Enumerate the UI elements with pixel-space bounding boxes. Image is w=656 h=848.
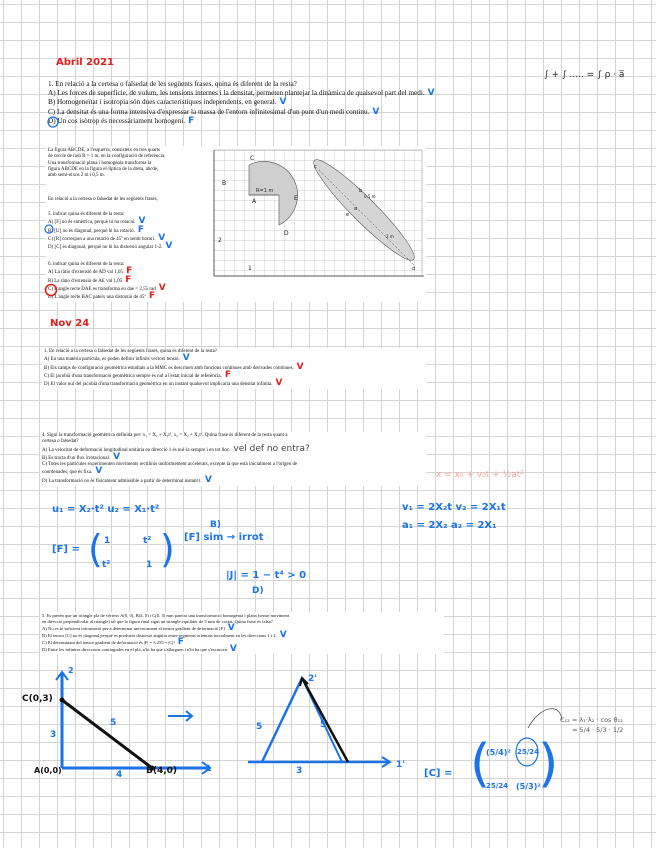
- F-matrix-21: t²: [102, 560, 111, 570]
- c12-note-2: = 5/4 · 5/3 · 1/2: [572, 726, 624, 734]
- q1-mark-c: V: [372, 106, 380, 117]
- label-eq-axis-y: 2': [308, 674, 318, 684]
- s2-q5-stem: 5. Es pretén que un triangle pla de vèrtexs A(0, 0), B(4, 0) i C(0, 3) mm pateixi una transformació homogènia i plana (sense moviment: [42, 613, 290, 618]
- label-d: d: [412, 266, 416, 272]
- label-C-point: C(0,3): [22, 694, 53, 704]
- label-E: E: [294, 195, 298, 202]
- q5-fig-option: B) [U] no és diagonal, perquè hi ha rotació.: [48, 228, 135, 234]
- label-radius: R=1 m: [256, 188, 274, 194]
- label-major-axis: 2 m: [386, 234, 394, 239]
- s2-q5-mark: V: [229, 644, 237, 654]
- s2-q5-option: D) Entre les infinites direccions contingudes en el pla, n'hi ha que s'allarguen i n'hi ha que s'escurcen: [42, 647, 227, 652]
- label-a: a: [354, 206, 358, 212]
- s2-q5-stem: en direcció perpendicular al triangle) tal que la figura final sigui un triangle equilàter de 5 mm de costat. Quina frase és falsa?: [42, 619, 273, 624]
- q6-fig-stem: 6. indicar quina és diferent de la resta:: [48, 262, 125, 267]
- q5-fig-mark: V: [138, 216, 146, 227]
- F-matrix-22: 1: [146, 560, 153, 570]
- F-matrix-12: t²: [143, 536, 152, 546]
- s2-q4-option: B) Es tracta d'un flux irrotacional.: [42, 455, 111, 461]
- label-side-base: 4: [116, 770, 123, 780]
- c12-pointer: [528, 709, 562, 728]
- label-C: C: [250, 155, 255, 162]
- eq-triangle-left: [262, 678, 302, 762]
- label-eq-side-left: 5: [256, 722, 263, 732]
- C-matrix-12: 25/24: [517, 748, 540, 756]
- q5-fig-mark: F: [137, 224, 145, 235]
- s2-q4-stem: 4. Sigui la transformació geomètrica definida per: x₁ = X₁ + X₂t², x₂ = X₂ + X₁t². Quina frase és diferent de la resta quant a: [42, 433, 288, 438]
- s2-q1-stem: 1. En relació a la certesa o falsedat de les següents frases, quina és diferent de la resta?: [44, 349, 218, 354]
- s2-q1-option: B) Els camps de configuració geomètrica estudiats a la MMC es descriuen amb funcions contínues amb derivades contínues.: [44, 365, 294, 371]
- intro-line: amb semi-eixos 2 m i 0,5 m.: [48, 173, 105, 179]
- s2-q4-stem: certesa o falsedat?: [42, 439, 79, 445]
- label-b: b: [359, 188, 363, 194]
- label-side-vert: 3: [50, 730, 57, 740]
- note-B: B): [210, 520, 221, 530]
- F-matrix-11: 1: [104, 536, 111, 546]
- s2-q1-mark: V: [296, 361, 304, 372]
- s2-q1-option: C) El jacobià d'una transformació geomètrica sempre és nul a l'estat inicial de referència.: [44, 373, 222, 379]
- q6-fig-mark: F: [125, 274, 132, 285]
- label-D: D: [284, 230, 289, 237]
- C-matrix-21: 25/24: [486, 782, 509, 790]
- q6-fig-option: B) La ràtio d'extensió de AE val 1,05: [48, 278, 123, 284]
- label-axis-y: 2: [68, 666, 74, 675]
- s2-q5-mark: V: [279, 630, 287, 640]
- q6-fig-option: D) L'angle recte BAC pateix una distorsió de 45º: [48, 295, 146, 301]
- label-e: e: [346, 212, 350, 218]
- note-v-eq: v₁ = 2X₂t v₂ = 2X₁t: [402, 502, 506, 513]
- q6-fig-option: C) L'angle recte DAE es transforma en dae = 2,55 rad: [48, 286, 156, 292]
- s2-q5-mark: V: [227, 623, 235, 633]
- label-axis-x: 1: [206, 764, 212, 773]
- s2-q4-option: A) La velocitat de deformació longitudinal unitària en direcció 1 és nul·la sempre i en tot lloc.: [42, 447, 231, 453]
- s2-q4-option: C) Totes les partícules experimenten moviments rectilinis uniformement accelerats, excepte la que està inicialment a l'origen de: [42, 462, 298, 468]
- q5-fig-stem: 5. indicar quina és diferent de la resta:: [48, 212, 125, 217]
- s2-q1-mark: V: [275, 378, 283, 389]
- intro-line: de cercle de radi R = 1 m, en la configuració de referència.: [48, 154, 166, 160]
- s2-q4-option: D) La transformació no és físicament admissible a partir de determinat instant t.: [42, 478, 202, 484]
- axis-tick-x1: 1: [248, 265, 252, 272]
- C-matrix-22: (5/3)²: [516, 782, 541, 791]
- date-april-2021: Abril 2021: [56, 57, 114, 68]
- note-D: D): [252, 586, 264, 596]
- C-matrix-label: [C] =: [424, 768, 453, 779]
- s2-q4-note-a: vel def no entra?: [233, 443, 310, 454]
- C-matrix-11: (5/4)²: [486, 748, 511, 757]
- note-a-eq: a₁ = 2X₂ a₂ = 2X₁: [402, 520, 497, 531]
- date-nov-24: Nov 24: [50, 318, 90, 329]
- c12-note-1: C₁₂ = λ₁·λ₂ · cos θ₁₂: [560, 716, 623, 724]
- q1-side-note: ∫ + ∫ ..... = ∫ ρ · a̅: [544, 70, 625, 80]
- s2-q5-option: C) El determinant del tensor gradient de deformació és |F| = 3,255 = |C|²: [42, 640, 175, 645]
- label-B: B: [222, 180, 227, 187]
- label-A: A: [252, 198, 257, 205]
- label-A-point: A(0,0): [34, 766, 62, 775]
- q5-fig-mark: V: [158, 232, 166, 243]
- q1-option-c: C) La densitat és una forma intensiva d'expressar la massa de l'entorn infinitesimal d'un punt d'un medi continu.: [48, 107, 370, 116]
- s2-q4-mark: V: [95, 466, 103, 477]
- figure-context: En relació a la certesa o falsedat de les següents frases,: [48, 197, 158, 202]
- F-matrix-left-paren: (: [88, 527, 103, 571]
- s2-q1-option: A) En una matèria particula, es poden definir infinits vectors tensió.: [44, 357, 180, 363]
- triangle-hypotenuse: [62, 700, 152, 768]
- q1-mark-a: V: [427, 88, 435, 99]
- question-1-stem: 1. En relació a la certesa o falsedat de les següents frases, quina és diferent de la resta?: [48, 80, 297, 88]
- q1-mark-b: V: [279, 97, 287, 108]
- s2-q5-option: A) No es té suficient informació per a determinar unívocament el tensor gradient de deformació [F]: [42, 626, 225, 631]
- note-F-sym: [F] sim → irrot: [184, 532, 264, 543]
- q5-fig-option: C) [R] correspon a una rotació de 45º en sentit horari.: [48, 236, 156, 242]
- C-matrix-left-paren: (: [470, 734, 491, 794]
- intro-line: figura ABCDE en la figura el·líptica de la dreta, abcde,: [48, 166, 159, 172]
- label-c: c: [314, 164, 317, 170]
- s2-q4-mark: V: [113, 451, 121, 462]
- note-eq-motion: x = x₀ + v₀t + ½at²: [436, 470, 524, 480]
- intro-line: Una transformació plana i homogènia transforma la: [48, 160, 152, 166]
- label-eq-side-right: 5: [320, 720, 327, 730]
- s2-q1-mark: V: [182, 353, 190, 364]
- label-eq-axis-x: 1': [396, 760, 406, 770]
- intro-line: La figura ABCDE, a l'esquerra, consisteix en tres quarts: [48, 148, 160, 153]
- q1-option-a: A) Les forces de superfície, de volum, les tensions internes i la densitat, permeten plantejar la dinàmica de qualsevol part del medi.: [48, 89, 425, 98]
- q6-fig-option: A) La ràtio d'extensió de AD val 1,05: [48, 270, 124, 276]
- s2-q5-mark: F: [177, 637, 184, 647]
- q6-fig-mark: V: [158, 282, 166, 293]
- point-C: [60, 698, 65, 703]
- axis-tick-y2: 2: [218, 237, 222, 244]
- note-F-label: [F] =: [52, 544, 80, 555]
- s2-q1-option: D) El valor nul del jacobià d'una transformació geomètrica en un instant qualsevol implicaria una densitat infinita.: [44, 382, 273, 388]
- s2-q5-option: B) El tensor [C] no és diagonal perquè es produeix distorsió angular entre segments orientats inicialment en les direccions 1 i 2.: [42, 633, 277, 638]
- q5-fig-mark: V: [165, 241, 173, 252]
- q5-fig-option: D) [C] és diagonal, perquè no hi ha distorsió angular 1-2.: [48, 245, 163, 251]
- q6-fig-mark: F: [126, 266, 133, 277]
- note-u-eq: u₁ = X₂·t² u₂ = X₁·t²: [52, 504, 160, 515]
- label-B-point: B(4,0): [146, 766, 178, 776]
- label-minor-axis: 0,5 m: [364, 194, 376, 199]
- q5-fig-option: A) [F] no és simètrica, perquè hi ha rotació.: [48, 220, 136, 226]
- q1-option-b: B) Homogeneïtat i isotropia són dues característiques independents, en general.: [48, 98, 277, 107]
- s2-q4-option: coordenades, que és fixa.: [42, 470, 93, 476]
- C-matrix-right-paren: ): [538, 734, 559, 794]
- s2-q1-mark: F: [224, 369, 231, 380]
- q1-option-d: D) Un cos isòtrop és necessàriament homogeni.: [48, 116, 186, 125]
- q1-mark-d: F: [188, 115, 195, 126]
- label-eq-side-base: 3: [296, 766, 303, 776]
- label-side-hyp: 5: [110, 718, 117, 728]
- s2-q4-mark: V: [204, 474, 212, 485]
- q6-fig-mark: F: [148, 291, 156, 302]
- note-J-eq: |J| = 1 − t⁴ > 0: [226, 570, 307, 581]
- F-matrix-right-paren: ): [160, 527, 175, 571]
